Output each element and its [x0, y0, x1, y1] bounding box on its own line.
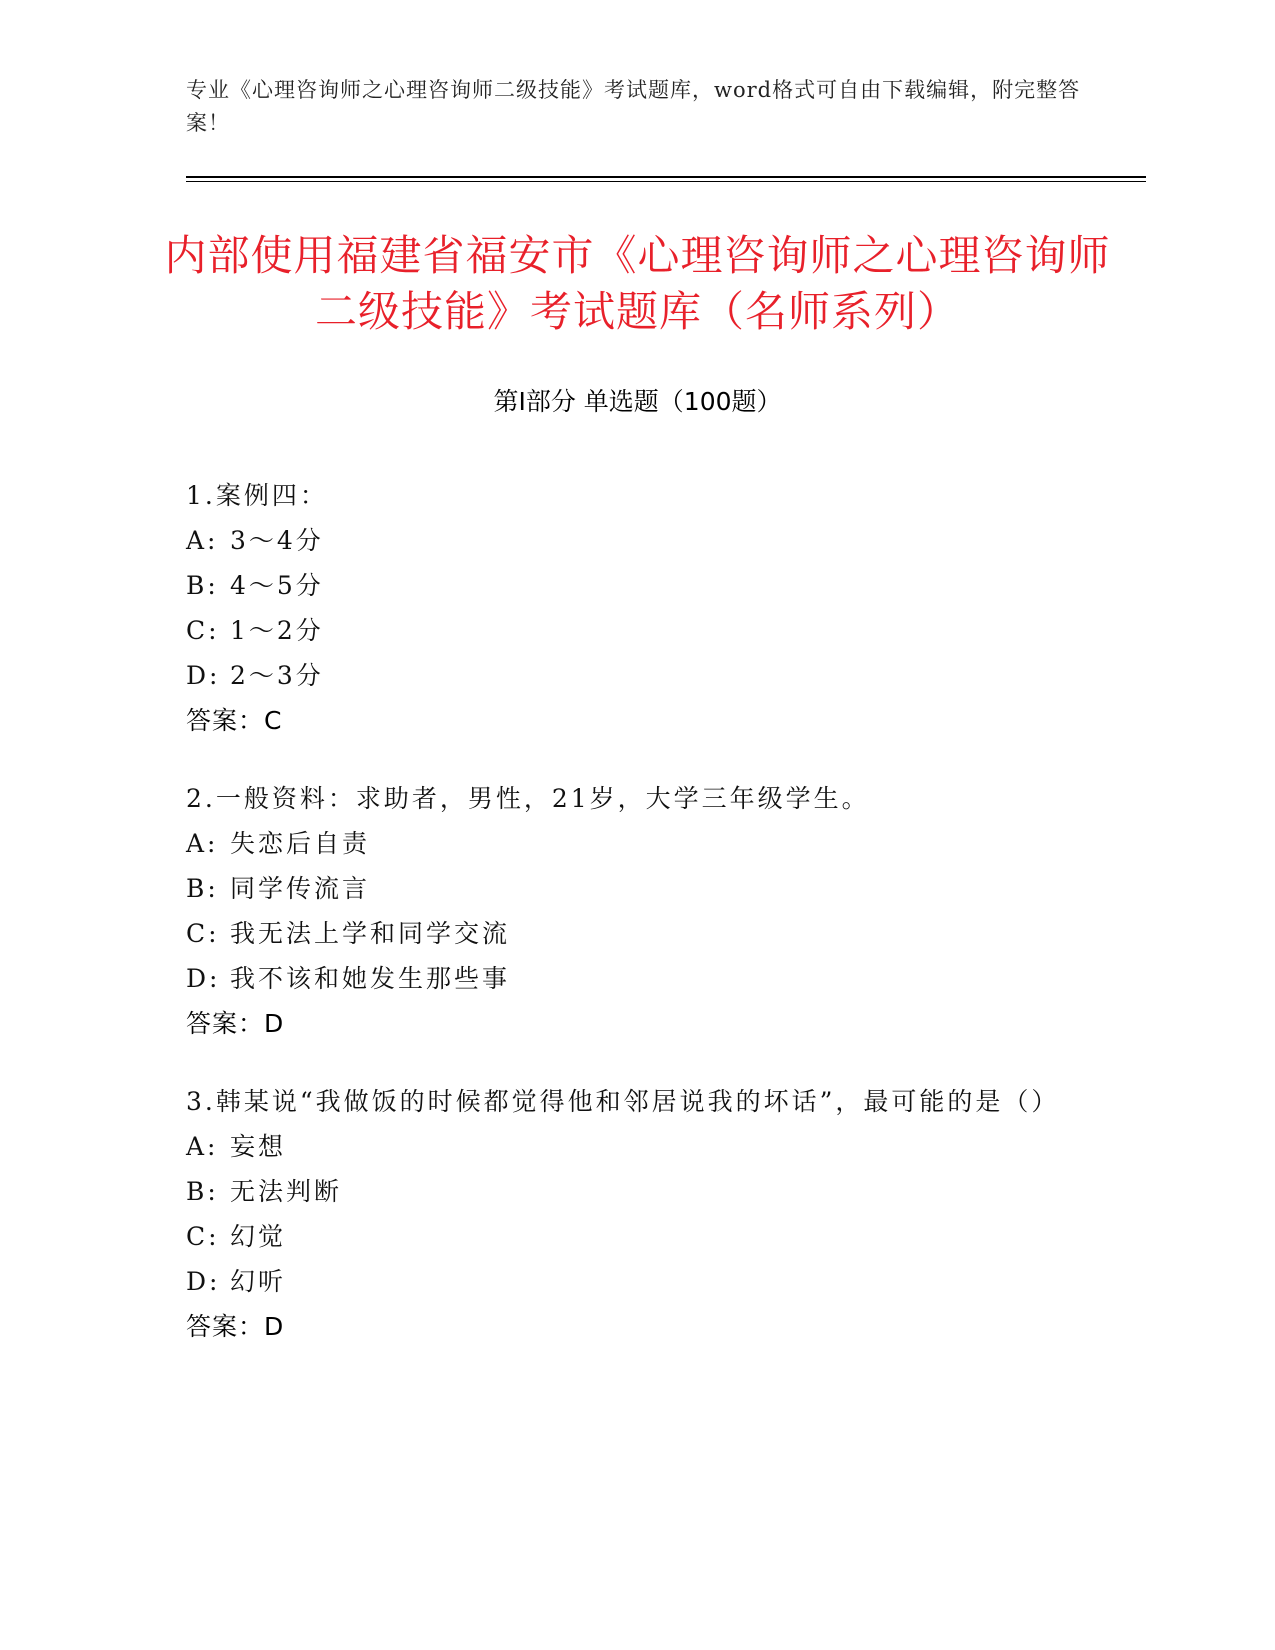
question-1 [186, 474, 1086, 743]
option-d [186, 956, 1086, 1001]
option-text: 妄想 [230, 1132, 287, 1161]
header-divider-thick [186, 176, 1146, 178]
option-key: C: [186, 1222, 220, 1251]
answer-line: 答案：C [186, 706, 283, 735]
option-key: D: [186, 661, 221, 690]
option-b [186, 563, 1086, 608]
option-text: 幻觉 [230, 1222, 287, 1251]
option-c [186, 911, 1086, 956]
option-key: D: [186, 964, 221, 993]
option-text: 幻听 [230, 1267, 287, 1296]
option-d [186, 1259, 1086, 1304]
option-key: B: [186, 571, 219, 600]
option-a [186, 821, 1086, 866]
option-key: A: [186, 1132, 219, 1161]
option-text: 无法判断 [230, 1177, 343, 1206]
option-key: B: [186, 1177, 219, 1206]
option-key: B: [186, 874, 219, 903]
header-divider-thin [186, 181, 1146, 182]
question-2 [186, 777, 1086, 1046]
option-text: 我不该和她发生那些事 [230, 964, 511, 993]
question-list [186, 474, 1086, 1383]
option-d [186, 653, 1086, 698]
option-c [186, 1214, 1086, 1259]
option-a [186, 1124, 1086, 1169]
option-text: 我无法上学和同学交流 [230, 919, 511, 948]
option-text: 1～2分 [230, 616, 324, 645]
question-3 [186, 1080, 1086, 1349]
option-text: 同学传流言 [230, 874, 371, 903]
option-text: 3～4分 [230, 526, 324, 555]
document-title: 内部使用福建省福安市《心理咨询师之心理咨询师二级技能》考试题库（名师系列） [164, 231, 1111, 336]
header-note: 专业《心理咨询师之心理咨询师二级技能》考试题库，word格式可自由下载编辑，附完整答案！ [186, 78, 1081, 135]
option-b [186, 866, 1086, 911]
question-stem: 2.一般资料：求助者，男性，21岁，大学三年级学生。 [186, 784, 870, 813]
question-stem: 1.案例四： [186, 481, 328, 510]
option-text: 失恋后自责 [230, 829, 371, 858]
option-key: D: [186, 1267, 221, 1296]
option-key: A: [186, 829, 219, 858]
option-text: 2～3分 [230, 661, 324, 690]
option-c [186, 608, 1086, 653]
section-title: 第Ⅰ部分 单选题（100题） [493, 387, 782, 416]
answer-line: 答案：D [186, 1009, 285, 1038]
option-key: C: [186, 919, 220, 948]
option-b [186, 1169, 1086, 1214]
option-key: A: [186, 526, 219, 555]
answer-line: 答案：D [186, 1312, 285, 1341]
option-key: C: [186, 616, 220, 645]
question-stem: 3.韩某说“我做饭的时候都觉得他和邻居说我的坏话”，最可能的是（） [186, 1087, 1060, 1116]
option-a [186, 518, 1086, 563]
option-text: 4～5分 [230, 571, 324, 600]
